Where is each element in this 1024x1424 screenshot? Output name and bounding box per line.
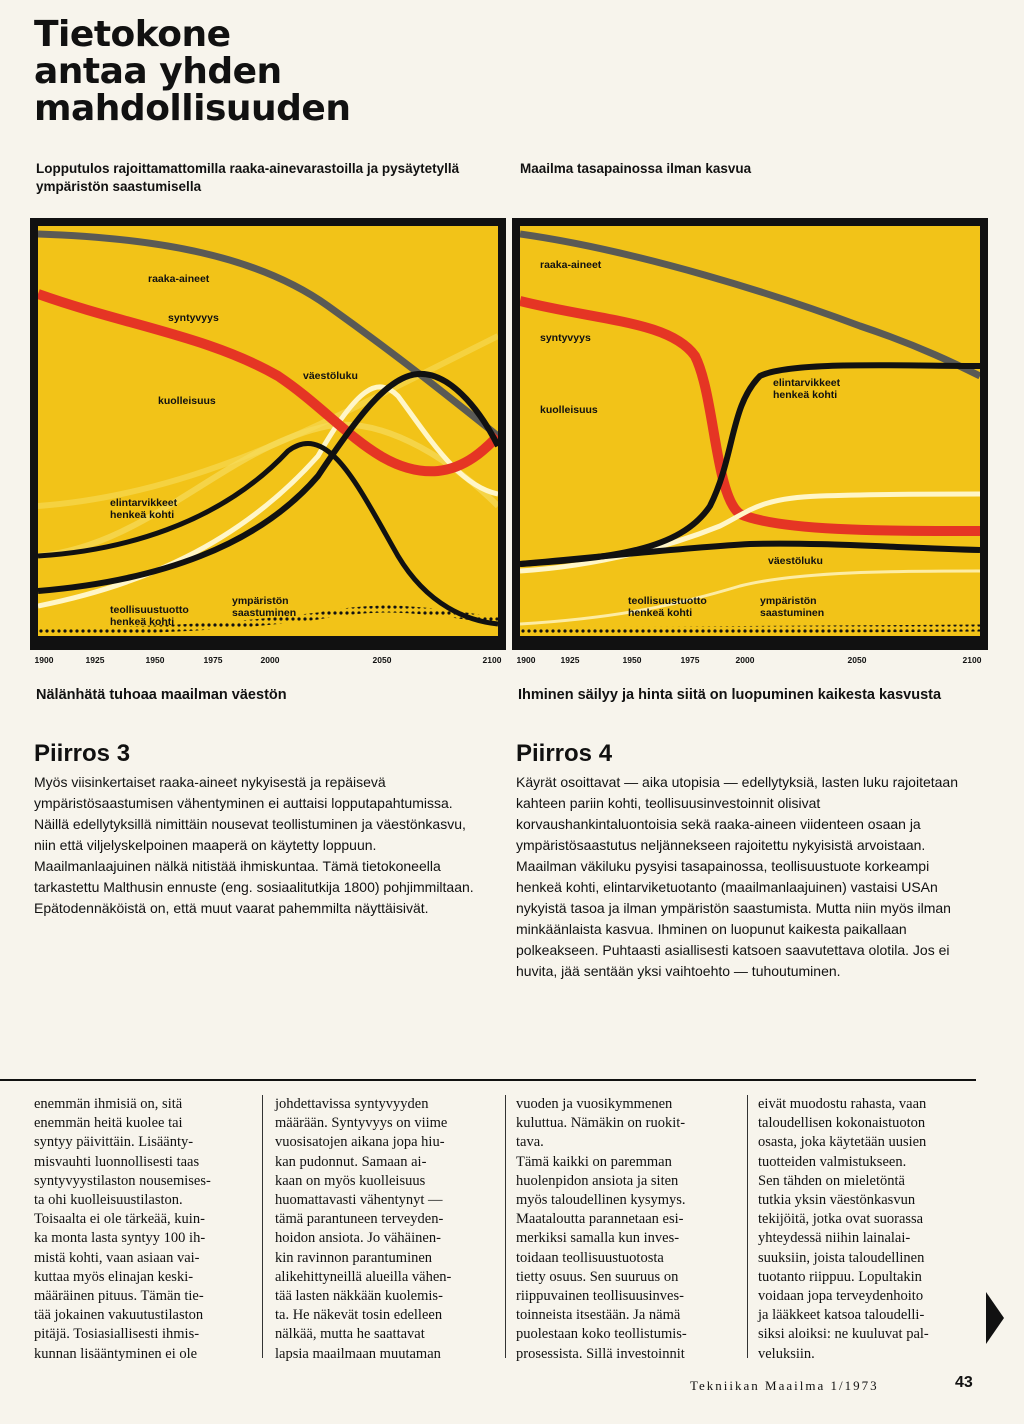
left-label-raaka-aineet: raaka-aineet <box>148 273 210 285</box>
right-curve-saastuminen <box>520 628 980 631</box>
continue-arrow-icon <box>986 1292 1004 1344</box>
left-tick: 2000 <box>260 655 280 665</box>
left-label-elintarvikkeet-1: elintarvikkeet <box>110 497 178 509</box>
left-label-elintarvikkeet-2: henkeä kohti <box>110 509 175 521</box>
body-column-2: johdettavissa syntyvyyden määrään. Syntyvyys on viime vuosisatojen aikana jopa hiu- kan pudonnut. Samaan ai- kaan on myös kuolleisuus huomattavasti vähentynyt — tämä parantuneen terveyden- hoidon ansiota. Jo vähäinen- kin ravinnon parantuminen alikehittyneillä alueilla vähen- tää lasten näkkään kuolemis- ta. He näkevät tosin edelleen nälkää, mutta he saattavat lapsia maailmaan muutaman <box>275 1096 452 1362</box>
right-chart-subhead: Maailma tasapainossa ilman kasvua <box>520 161 752 176</box>
left-tick: 1975 <box>203 655 223 665</box>
title-line-2: antaa yhden <box>34 51 282 92</box>
left-tick: 2050 <box>372 655 392 665</box>
left-chart-plot <box>38 226 498 642</box>
left-curve-raaka-aineet <box>38 234 498 436</box>
left-axis-ticks <box>30 655 506 669</box>
left-tick: 2100 <box>482 655 502 665</box>
column-divider <box>505 1095 506 1358</box>
right-tick: 1900 <box>516 655 536 665</box>
left-label-syntyvyys: syntyvyys <box>168 312 219 324</box>
left-chart-subhead: Lopputulos rajoittamattomilla raaka-ainevarastoilla ja pysäytetyllä ympäristön saastumisella <box>36 161 460 194</box>
right-label-elintarvikkeet-2: henkeä kohti <box>773 389 838 401</box>
right-tick: 2000 <box>735 655 755 665</box>
right-axis-ticks <box>512 655 988 669</box>
left-chart <box>30 218 506 650</box>
right-curve-raaka-aineet <box>520 234 980 376</box>
left-tick: 1950 <box>145 655 165 665</box>
page-number: 43 <box>955 1374 973 1391</box>
body-column-4: eivät muodostu rahasta, vaan taloudellisen kokonaistuoton osasta, joka käytetään uusien tuotteiden valmistukseen. Sen tähden on mieletöntä tutkia yksin väestönkasvun tekijöitä, jotka ovat suorassa yhteydessä niihin lainalai- suuksiin, joista taloudellinen tuotanto riippuu. Lopultakin voidaan jopa terveydenhoito ja lääkkeet katsoa taloudelli- siksi aloiksi: ne kuuluvat pal- veluksiin. <box>758 1096 929 1362</box>
right-tick: 2050 <box>847 655 867 665</box>
left-curve-vaestoluku <box>38 374 498 591</box>
right-tick: 2100 <box>962 655 982 665</box>
right-label-kuolleisuus: kuolleisuus <box>540 404 598 416</box>
title-line-1: Tietokone <box>34 14 231 55</box>
left-tick: 1900 <box>34 655 54 665</box>
right-label-ymparisto-1: ympäristön <box>760 595 817 607</box>
figure-4-text: Käyrät osoittavat — aika utopisia — edellytyksiä, lasten luku rajoitetaan kahteen pariin kohti, teollisuusinvestoinnit olisivat korvaushankintaluontoisia sekä raaka-aineen viidenteen osaan ja ympäristösaastutus neljännekseen rajoitettu nykyisistä arvoistaan. Maailman väkiluku pysyisi tasapainossa, teollisuustuote korkeampi henkeä kohti, elintarviketuotanto (maailmanlaajuinen) vastaisi USAn nykyistä tasoa ja ilman ympäristön saastumista. Mutta niin myös ilman minkäänlaista kasvua. Ihminen on luopunut kaikesta paikallaan polkeakseen. Puhtaasti asiallisesti katsoen saavutettava olotila. Jos ei huvita, jää sentään yksi vaihtoehto — tuhoutuminen. <box>516 774 959 979</box>
body-column-1: enemmän ihmisiä on, sitä enemmän heitä kuolee tai syntyy päivittäin. Lisäänty- misvauhti luonnollisesti taas syntyvyystilaston nousemises- ta ohi kuolleisuustilaston. Toisaalta ei ole tärkeää, kuin- ka monta lasta syntyy 100 ih- mistä kohti, vaan asiaan vai- kuttaa myös elinajan keski- määräinen pituus. Tämän tie- tää jokainen vakuutustilaston pitäjä. Tosiasiallisesti ihmis- kunnan lisääntyminen ei ole <box>34 1096 211 1362</box>
figure-4-title: Piirros 4 <box>516 740 613 767</box>
magazine-footer: Tekniikan Maailma 1/1973 <box>690 1378 879 1393</box>
column-divider <box>747 1095 748 1358</box>
left-label-teollisuus-2: henkeä kohti <box>110 616 175 628</box>
right-label-teollisuus-1: teollisuustuotto <box>628 595 707 607</box>
body-column-3: vuoden ja vuosikymmenen kuluttua. Nämäkin on ruokit- tava. Tämä kaikki on paremman huolenpidon ansiota ja siten myös taloudellinen kysymys. Maataloutta parannetaan esi- merkiksi samalla kun inves- toidaan teollisuustuotosta tietty osuus. Sen suuruus on riippuvainen teollisuusinves- toinneista itsestään. Ja nämä puolestaan koko teollistumis- prosessista. Sillä investoinnit <box>516 1096 687 1362</box>
left-label-vaestoluku: väestöluku <box>303 370 358 382</box>
right-chart <box>512 218 988 650</box>
left-label-ymparisto-2: saastuminen <box>232 607 297 619</box>
right-tick: 1925 <box>560 655 580 665</box>
title-line-3: mahdollisuuden <box>34 88 351 129</box>
right-label-ymparisto-2: saastuminen <box>760 607 825 619</box>
right-label-elintarvikkeet-1: elintarvikkeet <box>773 377 841 389</box>
figure-3-title: Piirros 3 <box>34 740 131 767</box>
right-label-teollisuus-2: henkeä kohti <box>628 607 693 619</box>
right-tick: 1975 <box>680 655 700 665</box>
right-label-raaka-aineet: raaka-aineet <box>540 259 602 271</box>
right-chart-caption: Ihminen säilyy ja hinta siitä on luopuminen kaikesta kasvusta <box>518 687 942 703</box>
figure-3-text: Myös viisinkertaiset raaka-aineet nykyisestä ja repäisevä ympäristösaastumisen vähentyminen ei auttaisi lopputapahtumissa. Näillä edellytyksillä nimittäin nousevat teollistuminen ja väestönkasvu, niin että viljelyskelpoinen maaperä on käytetty loppuun. Maailmanlaajuinen nälkä nitistää ihmiskuntaa. Tämä tietokoneella tarkastettu Malthusin ennuste (eng. sosiaalitutkija 1800) pohjimmiltaan. Epätodennäköistä on, että muut vaarat pahemmilta näyttäisivät. <box>34 774 474 916</box>
right-chart-plot <box>520 226 980 642</box>
left-tick: 1925 <box>85 655 105 665</box>
section-divider <box>0 1079 976 1081</box>
article-title <box>34 16 350 127</box>
right-tick: 1950 <box>622 655 642 665</box>
column-divider <box>262 1095 263 1358</box>
left-label-teollisuus-1: teollisuustuotto <box>110 604 189 616</box>
right-label-syntyvyys: syntyvyys <box>540 332 591 344</box>
left-label-kuolleisuus: kuolleisuus <box>158 395 216 407</box>
right-label-vaestoluku: väestöluku <box>768 555 823 567</box>
left-label-ymparisto-1: ympäristön <box>232 595 289 607</box>
left-chart-caption: Nälänhätä tuhoaa maailman väestön <box>36 687 287 703</box>
